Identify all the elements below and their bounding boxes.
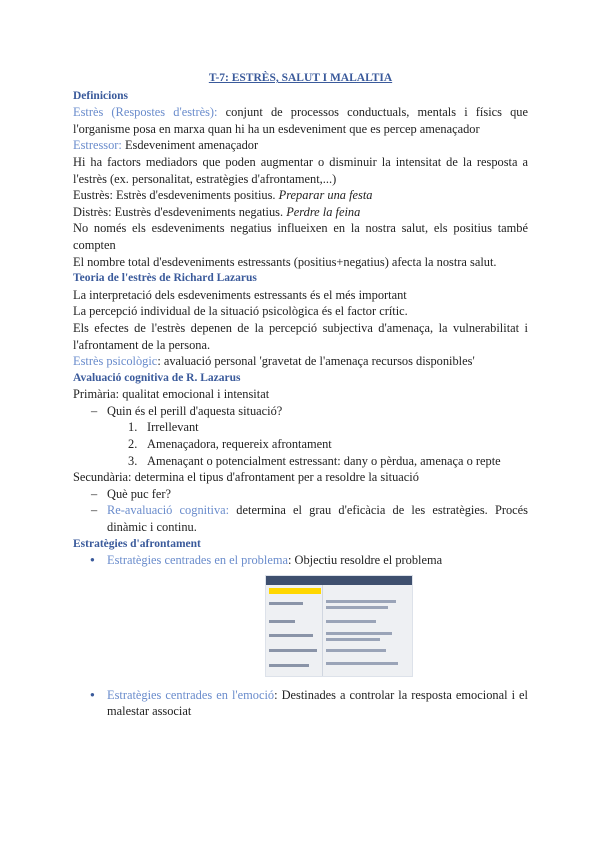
text-distres: Distrès: Eustrès d'esdeveniments negatius.	[73, 204, 287, 219]
paragraph-distres	[73, 204, 528, 221]
dash-item-quin-perill: – Quin és el perill d'aquesta situació?	[73, 403, 528, 420]
table-cell	[326, 620, 376, 623]
section-heading-definicions: Definicions	[73, 89, 128, 102]
item-number: 3.	[128, 453, 138, 468]
paragraph-factors: Hi ha factors mediadors que poden augmentar o disminuir la intensitat de la resposta a l'estrès (ex. personalitat, estratègies d'afrontament,...)	[73, 154, 528, 186]
table-cell	[326, 662, 398, 665]
section-heading-lazarus: Teoria de l'estrès de Richard Lazarus	[73, 272, 257, 285]
table-cell	[326, 606, 388, 609]
table-cell	[269, 634, 313, 637]
definition-emocio: : Destinades a controlar la resposta emocional i el malestar associat	[107, 687, 528, 719]
paragraph-estressor	[73, 137, 528, 154]
table-highlight	[269, 588, 321, 594]
bullet-item-emocio	[73, 687, 528, 720]
paragraph-nombre-total: El nombre total d'esdeveniments estressants (positius+negatius) afecta la nostra salut.	[73, 254, 497, 269]
term-estres: Estrès (Respostes d'estrès):	[73, 105, 218, 120]
page-title: T-7: ESTRÈS, SALUT I MALALTIA	[208, 72, 393, 84]
table-cell	[269, 602, 303, 605]
paragraph-estres-psicologic	[73, 353, 528, 370]
numbered-item	[73, 419, 528, 436]
example-distres: Perdre la feina	[286, 204, 361, 219]
item-text: Amenaçadora, requereix afrontament	[147, 437, 332, 452]
paragraph-primaria: Primària: qualitat emocional i intensitat	[73, 387, 270, 402]
section-heading-estrategies: Estratègies d'afrontament	[73, 537, 201, 550]
example-eustres: Preparar una festa	[278, 188, 373, 203]
table-cell	[326, 600, 396, 603]
definition-estressor: Esdeveniment amenaçador	[121, 138, 259, 153]
dash-item-reavaluacio	[73, 502, 528, 535]
table-divider	[322, 585, 323, 676]
table-cell	[326, 638, 380, 641]
table-cell	[269, 664, 309, 667]
embedded-table-image	[265, 575, 413, 677]
paragraph-no-nomes: No només els esdeveniments negatius influeixen en la nostra salut, els positius també compten	[73, 221, 528, 252]
paragraph-lazarus-3: Els efectes de l'estrès depenen de la percepció subjectiva d'amenaça, la vulnerabilitat i l'afrontament de la persona.	[73, 320, 528, 352]
table-cell	[326, 632, 392, 635]
section-heading-avaluacio: Avaluació cognitiva de R. Lazarus	[73, 371, 241, 384]
term-emocio: Estratègies centrades en l'emoció	[107, 687, 275, 702]
paragraph-estres	[73, 104, 528, 137]
table-cell	[269, 620, 295, 623]
term-estres-psicologic: Estrès psicològic	[73, 354, 158, 369]
numbered-item	[73, 436, 528, 453]
document-page	[73, 70, 528, 720]
paragraph-eustres	[73, 187, 528, 204]
dash-item-que-puc-fer: – Què puc fer?	[73, 486, 528, 503]
definition-reavaluacio: determina el grau d'eficàcia de les estratègies. Procés dinàmic i continu.	[107, 503, 528, 535]
item-number: 1.	[128, 420, 138, 435]
term-reavaluacio: Re-avaluació cognitiva:	[107, 503, 230, 518]
definition-problema: : Objectiu resoldre el problema	[287, 553, 443, 568]
definition-estres: conjunt de processos conductuals, mentals i físics que l'organisme posa en marxa quan hi ha un esdeveniment que es percep amenaçador	[73, 105, 528, 136]
numbered-item	[73, 453, 528, 470]
paragraph-secundaria: Secundària: determina el tipus d'afrontament per a resoldre la situació	[73, 470, 419, 485]
table-cell	[269, 649, 317, 652]
table-header-bar	[266, 576, 412, 585]
paragraph-lazarus-2: La percepció individual de la situació psicològica és el factor crític.	[73, 304, 408, 319]
bullet-item-problema	[73, 552, 528, 569]
table-cell	[326, 649, 386, 652]
paragraph-lazarus-1: La interpretació dels esdeveniments estressants és el més important	[73, 287, 407, 302]
item-text: Amenaçant o potencialment estressant: dany o pèrdua, amenaça o repte	[147, 453, 501, 468]
item-text: Irrellevant	[147, 420, 199, 435]
term-estressor: Estressor:	[73, 138, 122, 153]
term-problema: Estratègies centrades en el problema	[107, 553, 288, 568]
item-number: 2.	[128, 437, 138, 452]
text-eustres: Eustrès: Estrès d'esdeveniments positius.	[73, 188, 279, 203]
definition-estres-psicologic: : avaluació personal 'gravetat de l'amenaça recursos disponibles'	[157, 354, 475, 369]
